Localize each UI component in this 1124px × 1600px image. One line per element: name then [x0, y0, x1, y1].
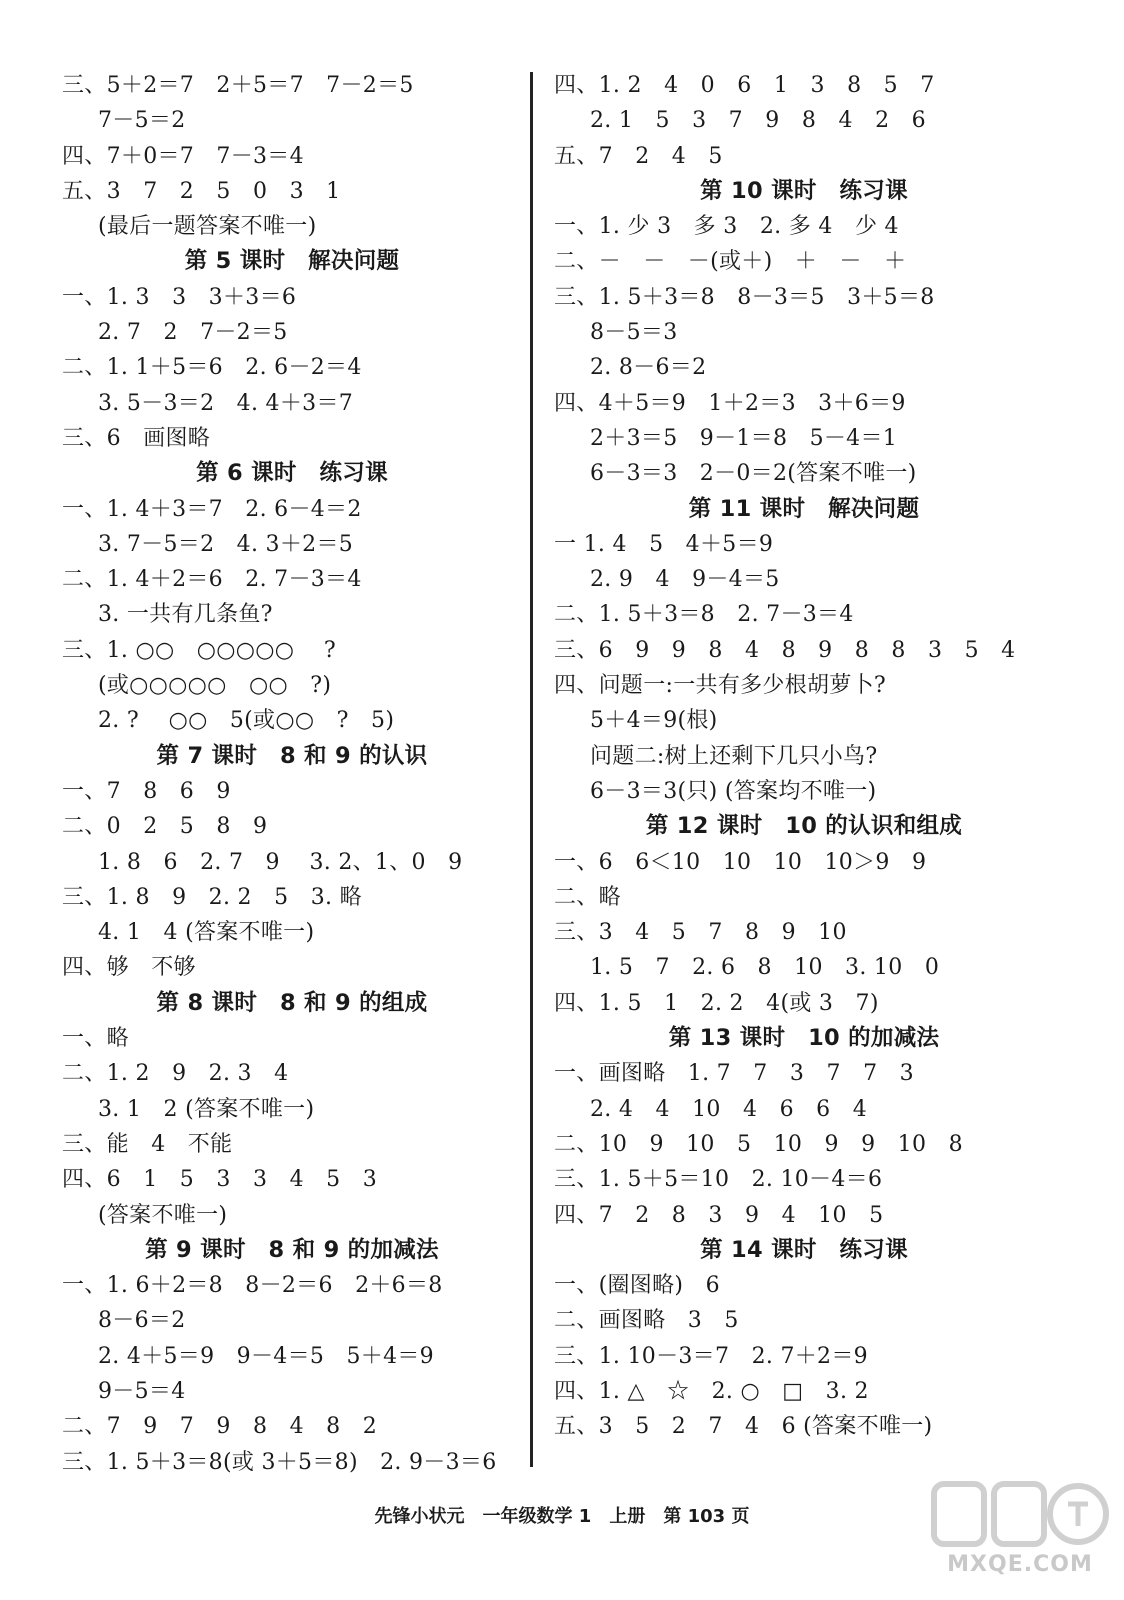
answer-line: 7－5＝2 [98, 108, 186, 134]
answer-line: 3. 7－5＝2 4. 3＋2＝5 [98, 531, 354, 557]
answer-line: 3. 一共有几条鱼? [98, 602, 273, 628]
answer-line: 二、1. 2 9 2. 3 4 [62, 1061, 289, 1087]
column-divider [530, 72, 533, 1467]
answer-line: 5＋4＝9(根) [590, 708, 718, 734]
answer-line: (或○○○○○ ○○ ?) [98, 673, 332, 699]
answer-line: 3. 1 2 (答案不唯一) [98, 1096, 315, 1122]
answer-line: 四、4＋5＝9 1＋2＝3 3＋6＝9 [554, 390, 906, 416]
answer-line: 2＋3＝5 9－1＝8 5－4＝1 [590, 425, 898, 451]
answer-line: 9－5＝4 [98, 1378, 186, 1404]
answer-line: (最后一题答案不唯一) [98, 214, 317, 240]
answer-line: 一、画图略 1. 7 7 3 7 7 3 [554, 1061, 914, 1087]
answer-line: 三、3 4 5 7 8 9 10 [554, 920, 847, 946]
right-column [554, 68, 1054, 1445]
answer-line: 1. 8 6 2. 7 9 3. 2、1、0 9 [98, 849, 463, 875]
answer-line: 四、1. 2 4 0 6 1 3 8 5 7 [554, 73, 935, 98]
answer-line: 二、1. 1＋5＝6 2. 6－2＝4 [62, 355, 362, 381]
answer-line: 2. 1 5 3 7 9 8 4 2 6 [590, 108, 926, 134]
lesson-heading: 第 5 课时 解决问题 [184, 248, 400, 275]
answer-line: 一、略 [62, 1026, 129, 1052]
answer-line: 一、1. 少 3 多 3 2. 多 4 少 4 [554, 214, 899, 240]
left-column [62, 68, 522, 1480]
watermark-text: MXQE.COM [947, 1552, 1093, 1577]
lesson-heading: 第 6 课时 练习课 [196, 460, 388, 487]
answer-line: 五、3 5 2 7 4 6 (答案不唯一) [554, 1414, 933, 1440]
answer-line: 二、7 9 7 9 8 4 8 2 [62, 1414, 378, 1440]
answer-line: 三、能 4 不能 [62, 1131, 233, 1157]
answer-line: 三、6 9 9 8 4 8 9 8 8 3 5 4 [554, 637, 1016, 663]
lesson-heading: 第 11 课时 解决问题 [688, 495, 920, 522]
answer-line: 一、1. 3 3 3＋3＝6 [62, 284, 297, 310]
lesson-heading: 第 14 课时 练习课 [700, 1236, 908, 1263]
answer-line: 2. 7 2 7－2＝5 [98, 320, 288, 346]
lesson-heading: 第 13 课时 10 的加减法 [668, 1025, 940, 1052]
answer-line: 四、7 2 8 3 9 4 10 5 [554, 1202, 884, 1228]
answer-line: 三、1. 5＋3＝8 8－3＝5 3＋5＝8 [554, 284, 935, 310]
answer-line: 四、够 不够 [62, 955, 196, 981]
answer-line: 三、1. 5＋3＝8(或 3＋5＝8) 2. 9－3＝6 [62, 1449, 497, 1475]
answer-line: 四、6 1 5 3 3 4 5 3 [62, 1167, 378, 1193]
answer-line: 三、1. 10－3＝7 2. 7＋2＝9 [554, 1343, 868, 1369]
answer-line: 一、7 8 6 9 [62, 778, 231, 804]
answer-line: 2. 8－6＝2 [590, 355, 707, 381]
lesson-heading: 第 9 课时 8 和 9 的加减法 [145, 1236, 439, 1263]
answer-line: 三、6 画图略 [62, 425, 211, 451]
lesson-heading: 第 10 课时 练习课 [700, 177, 908, 204]
answer-line: 五、3 7 2 5 0 3 1 [62, 178, 341, 204]
watermark-logo [930, 1478, 1110, 1596]
answer-line: 二、1. 4＋2＝6 2. 7－3＝4 [62, 567, 362, 593]
answer-line: 二、略 [554, 884, 621, 910]
answer-line: 三、1. 8 9 2. 2 5 3. 略 [62, 884, 362, 910]
lesson-heading: 第 12 课时 10 的认识和组成 [645, 813, 963, 840]
answer-line: 一、6 6＜10 10 10 10＞9 9 [554, 849, 927, 875]
answer-line: 三、1. ○○ ○○○○○ ? [62, 637, 336, 663]
answer-line: (答案不唯一) [98, 1202, 228, 1228]
lesson-heading: 第 7 课时 8 和 9 的认识 [156, 742, 428, 769]
answer-line: 二、1. 5＋3＝8 2. 7－3＝4 [554, 602, 854, 628]
answer-line: 二、10 9 10 5 10 9 9 10 8 [554, 1131, 963, 1157]
answer-line: 四、1. 5 1 2. 2 4(或 3 7) [554, 990, 879, 1016]
answer-line: 四、7＋0＝7 7－3＝4 [62, 143, 304, 169]
answer-line: 2. ? ○○ 5(或○○ ? 5) [98, 708, 395, 734]
answer-line: 2. 4 4 10 4 6 6 4 [590, 1096, 868, 1122]
answer-line: 三、1. 5＋5＝10 2. 10－4＝6 [554, 1167, 883, 1193]
answer-line: 四、问题一:一共有多少根胡萝卜? [554, 673, 887, 699]
answer-line: 一 1. 4 5 4＋5＝9 [554, 531, 774, 557]
answer-line: 4. 1 4 (答案不唯一) [98, 920, 315, 946]
answer-line: 二、画图略 3 5 [554, 1308, 739, 1334]
page-footer: 先锋小状元 一年级数学 1 上册 第 103 页 [374, 1506, 750, 1527]
answer-line: 一、1. 4＋3＝7 2. 6－4＝2 [62, 496, 362, 522]
answer-line: 2. 4＋5＝9 9－4＝5 5＋4＝9 [98, 1343, 434, 1369]
answer-line: 问题二:树上还剩下几只小鸟? [590, 743, 878, 769]
watermark-emblem-icon [930, 1478, 1110, 1558]
answer-line: 一、(圈图略) 6 [554, 1273, 720, 1299]
answer-line: 8－6＝2 [98, 1308, 186, 1334]
answer-line: 四、1. △ ☆ 2. ○ □ 3. 2 [554, 1378, 869, 1404]
answer-line: 一、1. 6＋2＝8 8－2＝6 2＋6＝8 [62, 1273, 443, 1299]
answer-line: 三、5＋2＝7 2＋5＝7 7－2＝5 [62, 73, 414, 98]
answer-line: 二、－ － －(或＋) ＋ － ＋ [554, 249, 907, 275]
answer-line: 2. 9 4 9－4＝5 [590, 567, 780, 593]
answer-line: 二、0 2 5 8 9 [62, 814, 268, 840]
answer-line: 8－5＝3 [590, 320, 678, 346]
answer-line: 五、7 2 4 5 [554, 143, 723, 169]
answer-line: 1. 5 7 2. 6 8 10 3. 10 0 [590, 955, 940, 981]
answer-line: 6－3＝3 2－0＝2(答案不唯一) [590, 461, 917, 487]
answer-line: 3. 5－3＝2 4. 4＋3＝7 [98, 390, 354, 416]
lesson-heading: 第 8 课时 8 和 9 的组成 [156, 989, 428, 1016]
answer-line: 6－3＝3(只) (答案均不唯一) [590, 778, 877, 804]
